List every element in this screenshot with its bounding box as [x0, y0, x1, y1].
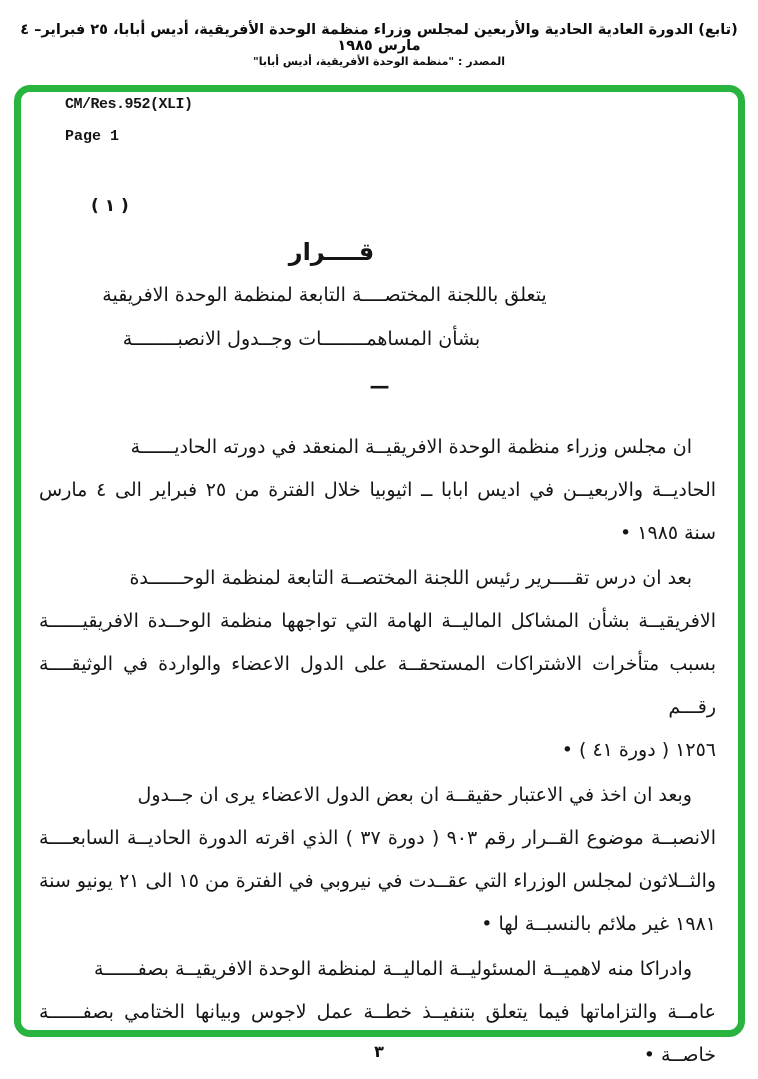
paragraph-line: بعد ان درس تقــــرير رئيس اللجنة المختصــة التابعة لمنظمة الوحــــــدة: [129, 567, 692, 589]
resolution-body: [39, 426, 716, 1079]
paragraph-line: ١٢٥٦ ( دورة ٤١ ) •: [561, 739, 716, 761]
resolution-subtitle-1: يتعلق باللجنة المختصــــة التابعة لمنظمة الوحدة الافريقية: [102, 284, 547, 306]
title-divider-dash: —: [369, 374, 390, 398]
resolution-reference: CM/Res.952(XLI): [65, 96, 193, 113]
source-line: المصدر : "منظمة الوحدة الأفريقية، أديس أبابا": [252, 55, 506, 68]
paragraph-line: والثــلاثون لمجلس الوزراء التي عقــدت في نيروبي في الفترة من ١٥ الى ٢١ يونيو سنة: [39, 870, 717, 892]
paragraph-line: بسبب متأخرات الاشتراكات المستحقــة على الدول الاعضاء والواردة في الوثيقــــة رقـــم: [39, 653, 716, 718]
paragraph-line: وادراكا منه لاهميــة المسئوليــة الماليــة لمنظمة الوحدة الافريقيــة بصفــــــة: [94, 958, 692, 980]
session-header-line: (تابع) الدورة العادية الحادية والأربعين لمجلس وزراء منظمة الوحدة الأفريقية، أديس أبابا، ٢٥ فبراير– ٤ مارس ١٩٨٥: [20, 22, 738, 54]
green-highlight-frame: [14, 85, 745, 1066]
paragraph-line: خاصــة •: [643, 1044, 716, 1066]
paragraph: [39, 774, 716, 946]
page-label: Page 1: [65, 128, 120, 145]
paragraph-line: الافريقيــة بشأن المشاكل الماليــة الهامة التي تواجهها منظمة الوحــدة الافريقيــــــة: [39, 610, 716, 632]
item-number: ( ١ ): [91, 196, 129, 216]
page-number: ٣: [374, 1042, 384, 1061]
resolution-title: قــــرار: [288, 238, 375, 266]
paragraph-line: عامــة والتزاماتها فيما يتعلق بتنفيــذ خطــة عمل لاجوس وبيانها الختامي بصفــــــة: [39, 1001, 716, 1023]
resolution-subtitle-2: بشأن المساهمــــــــات وجــدول الانصبــــــــة: [122, 328, 481, 350]
paragraph-line: الانصبــة موضوع القــرار رقم ٩٠٣ ( دورة ٣٧ ) الذي اقرته الدورة الحاديــة السابعــــة: [39, 827, 716, 849]
paragraph: [39, 557, 716, 772]
paragraph-line: ان مجلس وزراء منظمة الوحدة الافريقيــة المنعقد في دورته الحاديــــــة: [130, 436, 692, 458]
paragraph-line: سنة ١٩٨٥ •: [620, 522, 716, 544]
paragraph-line: وبعد ان اخذ في الاعتبار حقيقــة ان بعض الدول الاعضاء يرى ان جــدول: [137, 784, 692, 806]
paragraph-line: ١٩٨١ غير ملائم بالنسبــة لها •: [481, 913, 716, 935]
paragraph: [39, 426, 716, 555]
paragraph-line: الحاديــة والاربعيــن في اديس ابابا ــ اثيوبيا خلال الفترة من ٢٥ فبراير الى ٤ مارس: [39, 479, 717, 501]
